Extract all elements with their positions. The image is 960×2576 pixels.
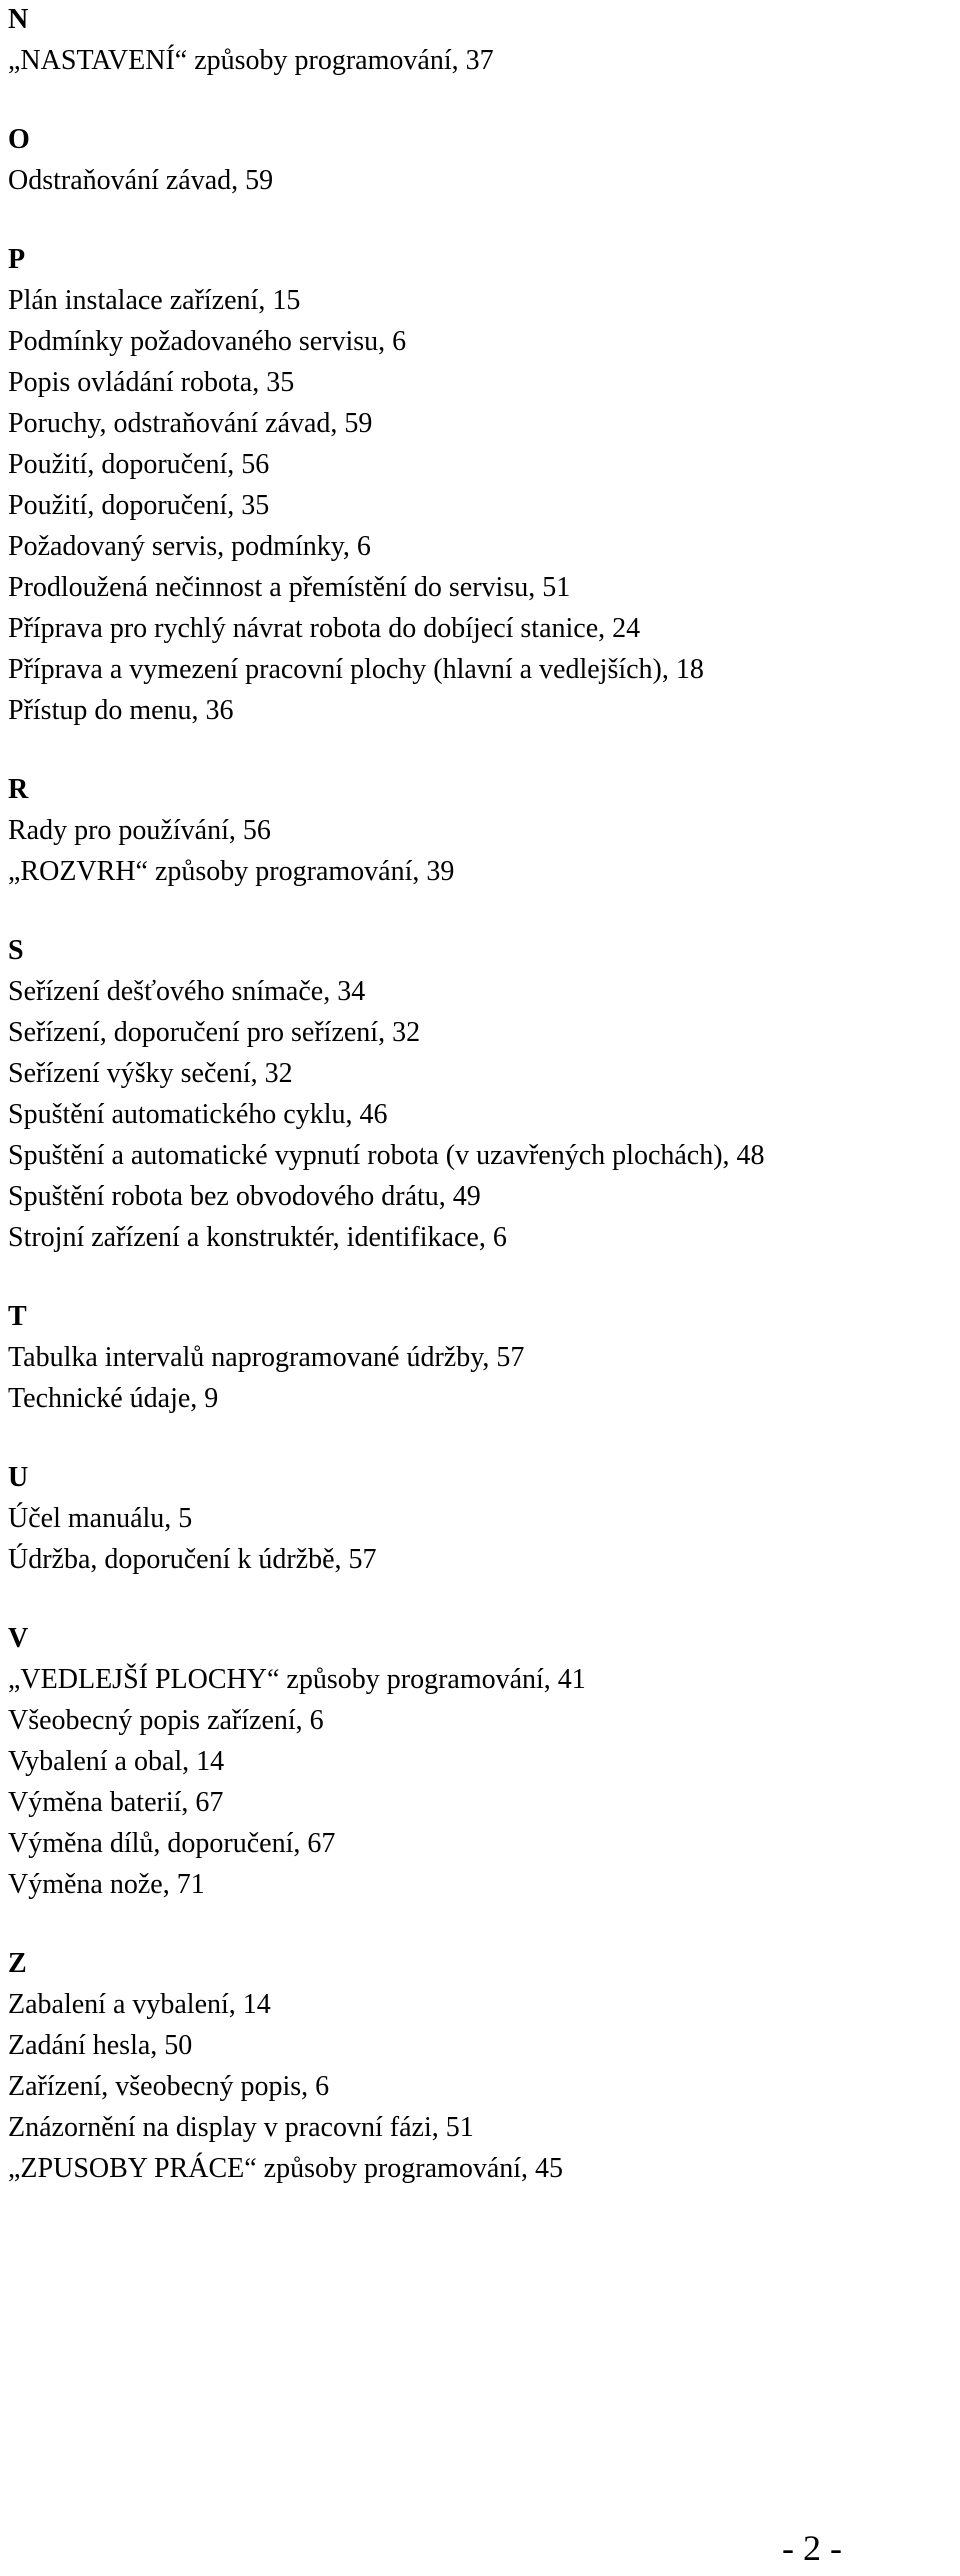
index-entry: Účel manuálu, 5: [8, 1503, 193, 1534]
index-section-o: [8, 120, 953, 201]
index-entry: Zařízení, všeobecný popis, 6: [8, 2071, 330, 2102]
index-entry: Seřízení výšky sečení, 32: [8, 1058, 293, 1089]
index-letter-heading: V: [8, 1623, 29, 1654]
section-spacer: [8, 892, 953, 931]
section-spacer: [8, 1258, 953, 1297]
index-entry: Poruchy, odstraňování závad, 59: [8, 408, 373, 439]
index-entry: Všeobecný popis zařízení, 6: [8, 1705, 324, 1736]
section-spacer: [8, 1905, 953, 1944]
index-entry: Výměna baterií, 67: [8, 1787, 224, 1818]
index-section-r: [8, 770, 953, 892]
index-entry: Znázornění na display v pracovní fázi, 51: [8, 2112, 474, 2143]
section-spacer: [8, 201, 953, 240]
index-letter-heading: U: [8, 1462, 29, 1493]
index-letter-heading: O: [8, 124, 30, 155]
section-spacer: [8, 1419, 953, 1458]
index-entry: Vybalení a obal, 14: [8, 1746, 225, 1777]
alphabetical-index: [8, 0, 953, 2189]
section-spacer: [8, 81, 953, 120]
index-letter-heading: N: [8, 4, 29, 35]
index-entry: Tabulka intervalů naprogramované údržby, 57: [8, 1342, 525, 1373]
index-entry: Příprava a vymezení pracovní plochy (hlavní a vedlejších), 18: [8, 654, 704, 685]
section-spacer: [8, 1580, 953, 1619]
index-entry: Spuštění a automatické vypnutí robota (v uzavřených plochách), 48: [8, 1140, 765, 1171]
index-entry: Seřízení, doporučení pro seřízení, 32: [8, 1017, 421, 1048]
index-entry: Strojní zařízení a konstruktér, identifikace, 6: [8, 1222, 507, 1253]
index-entry: Údržba, doporučení k údržbě, 57: [8, 1544, 377, 1575]
index-entry: Spuštění automatického cyklu, 46: [8, 1099, 388, 1130]
index-letter-heading: Z: [8, 1948, 27, 1979]
index-entry: Použití, doporučení, 35: [8, 490, 270, 521]
index-entry: „VEDLEJŠÍ PLOCHY“ způsoby programování, 41: [8, 1664, 586, 1695]
index-entry: Prodloužená nečinnost a přemístění do servisu, 51: [8, 572, 571, 603]
index-entry: Výměna dílů, doporučení, 67: [8, 1828, 336, 1859]
index-entry: Zabalení a vybalení, 14: [8, 1989, 271, 2020]
index-entry: Použití, doporučení, 56: [8, 449, 270, 480]
index-entry: Technické údaje, 9: [8, 1383, 219, 1414]
index-entry: Seřízení dešťového snímače, 34: [8, 976, 366, 1007]
index-entry: Popis ovládání robota, 35: [8, 367, 295, 398]
section-spacer: [8, 731, 953, 770]
index-entry: Podmínky požadovaného servisu, 6: [8, 326, 407, 357]
index-letter-heading: S: [8, 935, 24, 966]
index-letter-heading: R: [8, 774, 29, 805]
index-entry: Příprava pro rychlý návrat robota do dobíjecí stanice, 24: [8, 613, 641, 644]
index-section-s: [8, 931, 953, 1258]
index-entry: Odstraňování závad, 59: [8, 165, 274, 196]
index-section-z: [8, 1944, 953, 2189]
index-entry: „NASTAVENÍ“ způsoby programování, 37: [8, 45, 494, 76]
index-section-t: [8, 1297, 953, 1419]
index-entry: „ZPUSOBY PRÁCE“ způsoby programování, 45: [8, 2153, 564, 2184]
index-entry: Spuštění robota bez obvodového drátu, 49: [8, 1181, 481, 1212]
index-section-u: [8, 1458, 953, 1580]
index-entry: „ROZVRH“ způsoby programování, 39: [8, 856, 455, 887]
index-section-p: [8, 240, 953, 731]
index-entry: Plán instalace zařízení, 15: [8, 285, 301, 316]
index-entry: Přístup do menu, 36: [8, 695, 234, 726]
index-entry: Výměna nože, 71: [8, 1869, 205, 1900]
page-number: - 2 -: [782, 2528, 842, 2568]
index-letter-heading: P: [8, 244, 26, 275]
index-entry: Požadovaný servis, podmínky, 6: [8, 531, 371, 562]
index-entry: Rady pro používání, 56: [8, 815, 271, 846]
index-entry: Zadání hesla, 50: [8, 2030, 193, 2061]
index-letter-heading: T: [8, 1301, 27, 1332]
index-section-n: [8, 0, 953, 81]
index-section-v: [8, 1619, 953, 1905]
